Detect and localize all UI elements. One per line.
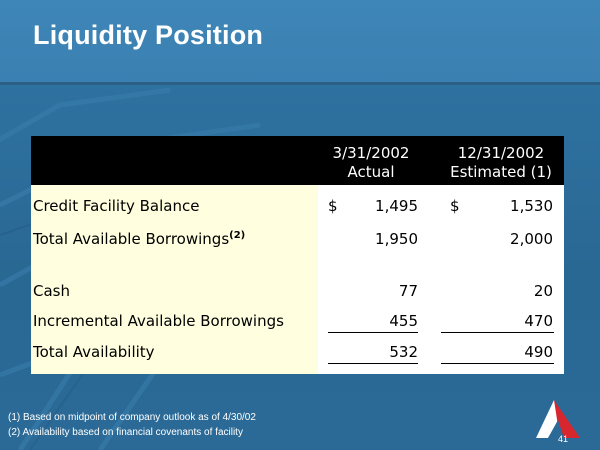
total-rule-estimated [441,363,554,364]
value-estimated: 470 [524,312,553,330]
currency-symbol: $ [328,197,338,215]
subtotal-rule-actual [328,332,418,333]
row-label: Incremental Available Borrowings [33,312,284,330]
column-header-actual [311,144,431,182]
row-label: Total Availability [33,343,155,361]
table-row [31,197,564,221]
value-estimated: 20 [533,282,553,300]
column-header-estimated-label: Estimated (1) [450,163,552,181]
row-label: Cash [33,282,70,300]
slide-title: Liquidity Position [33,20,264,50]
column-header-actual-date: 3/31/2002 [332,144,410,162]
page-number: 41 [558,434,569,444]
value-actual: 77 [398,282,418,300]
table-row [31,230,564,254]
row-label: Total Available Borrowings$^{(2)}$ [33,230,246,248]
value-actual: 455 [389,312,418,330]
column-header-estimated [436,144,566,182]
value-estimated: 1,530 [510,197,553,215]
footnote-2: (2) Availability based on financial covenants of facility [8,427,243,438]
value-estimated: 2,000 [510,230,553,248]
table-header [31,136,564,185]
table-row [31,282,564,306]
total-rule-actual [328,363,418,364]
subtotal-rule-estimated [441,332,554,333]
row-label: Credit Facility Balance [33,197,200,215]
footnote-1: (1) Based on midpoint of company outlook as of 4/30/02 [8,412,256,423]
value-actual: 1,950 [375,230,418,248]
currency-symbol: $ [450,197,460,215]
value-actual: 1,495 [375,197,418,215]
footnote-ref: (2) [229,230,246,241]
column-header-estimated-date: 12/31/2002 [457,144,545,162]
footnotes [8,410,256,440]
liquidity-table [31,136,564,374]
value-estimated: 490 [524,343,553,361]
value-actual: 532 [389,343,418,361]
column-header-actual-label: Actual [347,163,395,181]
